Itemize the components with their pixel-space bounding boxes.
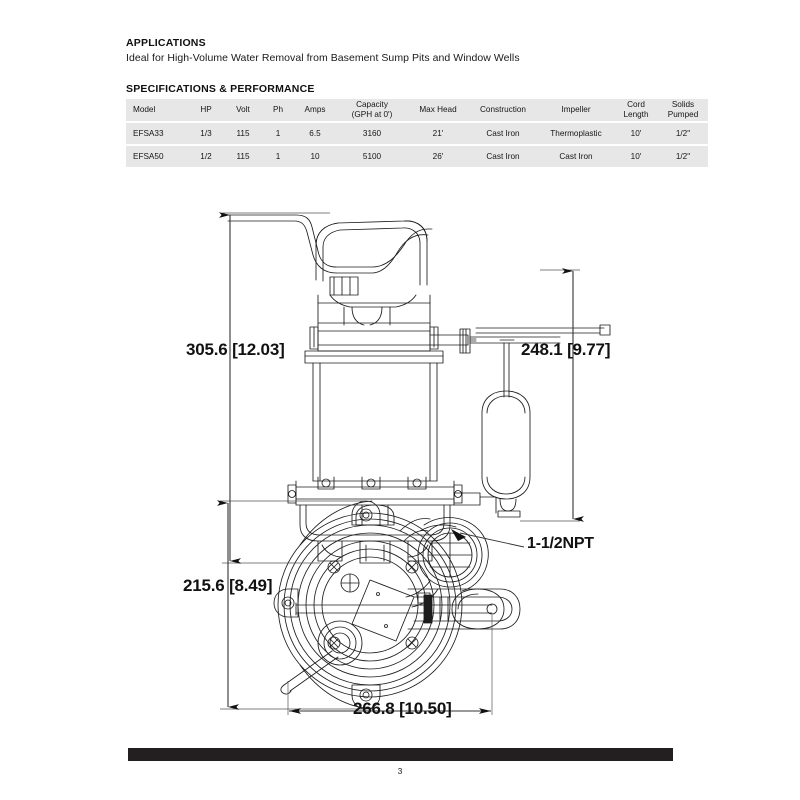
header-line-2: (GPH at 0') — [351, 110, 393, 119]
footer-bar — [128, 748, 673, 761]
cell-solids-pumped: 1/2" — [658, 122, 708, 145]
header-line-2: Pumped — [667, 110, 699, 119]
dimension-label-body-depth: 266.8 [10.50] — [353, 699, 452, 718]
header-line-1: Model — [133, 105, 156, 115]
cell-impeller: Cast Iron — [538, 145, 614, 169]
specifications-table — [126, 99, 708, 170]
cell-cord-length: 10' — [614, 122, 658, 145]
cell-cord-length: 10' — [614, 145, 658, 169]
table-row — [126, 122, 708, 145]
header-line-1: Construction — [480, 105, 526, 115]
cell-model: EFSA33 — [126, 122, 188, 145]
cell-hp: 1/2 — [188, 145, 224, 169]
dimension-extension-lines — [220, 213, 580, 715]
cell-capacity: 3160 — [336, 122, 408, 145]
cell-solids-pumped: 1/2" — [658, 145, 708, 169]
cell-capacity: 5100 — [336, 145, 408, 169]
applications-heading: APPLICATIONS — [126, 37, 206, 49]
dimension-label-body-width: 215.6 [8.49] — [183, 576, 273, 595]
cell-model: EFSA50 — [126, 145, 188, 169]
cell-construction: Cast Iron — [468, 122, 538, 145]
callout-leader-npt — [451, 529, 524, 547]
column-header-volt — [224, 99, 262, 122]
cell-amps: 6.5 — [294, 122, 336, 145]
technical-drawing — [0, 185, 800, 745]
page-number: 3 — [397, 766, 403, 776]
header-line-1: Capacity — [356, 100, 388, 110]
column-header-solids-pumped — [658, 99, 708, 122]
header-line-1: Impeller — [561, 105, 591, 115]
column-header-cord-length — [614, 99, 658, 122]
pump-drawing-svg — [0, 185, 800, 745]
cell-volt: 115 — [224, 122, 262, 145]
column-header-amps — [294, 99, 336, 122]
header-line-1: Ph — [272, 105, 283, 115]
cell-ph: 1 — [262, 122, 294, 145]
pump-bottom-view — [274, 501, 520, 709]
column-header-impeller — [538, 99, 614, 122]
header-line-2: Length — [623, 110, 649, 119]
dimension-lines — [228, 215, 573, 711]
column-header-capacity — [336, 99, 408, 122]
cell-volt: 115 — [224, 145, 262, 169]
cell-amps: 10 — [294, 145, 336, 169]
pump-side-view — [228, 215, 610, 563]
cell-max-head: 21' — [408, 122, 468, 145]
column-header-hp — [188, 99, 224, 122]
dimension-label-overall-height: 305.6 [12.03] — [186, 340, 285, 359]
specifications-heading: SPECIFICATIONS & PERFORMANCE — [126, 83, 315, 95]
cell-impeller: Thermoplastic — [538, 122, 614, 145]
dimension-label-float-height: 248.1 [9.77] — [521, 340, 611, 359]
cell-hp: 1/3 — [188, 122, 224, 145]
cell-construction: Cast Iron — [468, 145, 538, 169]
cell-max-head: 26' — [408, 145, 468, 169]
header-line-1: Max Head — [419, 105, 457, 115]
table-header-row — [126, 99, 708, 122]
header-line-1: Volt — [236, 105, 250, 115]
table-row — [126, 145, 708, 169]
applications-description: Ideal for High-Volume Water Removal from Basement Sump Pits and Window Wells — [126, 52, 520, 64]
header-line-1: Cord — [627, 100, 645, 110]
header-line-1: HP — [200, 105, 212, 115]
callout-label-discharge-npt: 1-1/2NPT — [527, 535, 594, 552]
header-line-1: Solids — [671, 100, 695, 110]
column-header-model — [126, 99, 188, 122]
cell-ph: 1 — [262, 145, 294, 169]
header-line-1: Amps — [304, 105, 326, 115]
column-header-max-head — [408, 99, 468, 122]
column-header-ph — [262, 99, 294, 122]
column-header-construction — [468, 99, 538, 122]
